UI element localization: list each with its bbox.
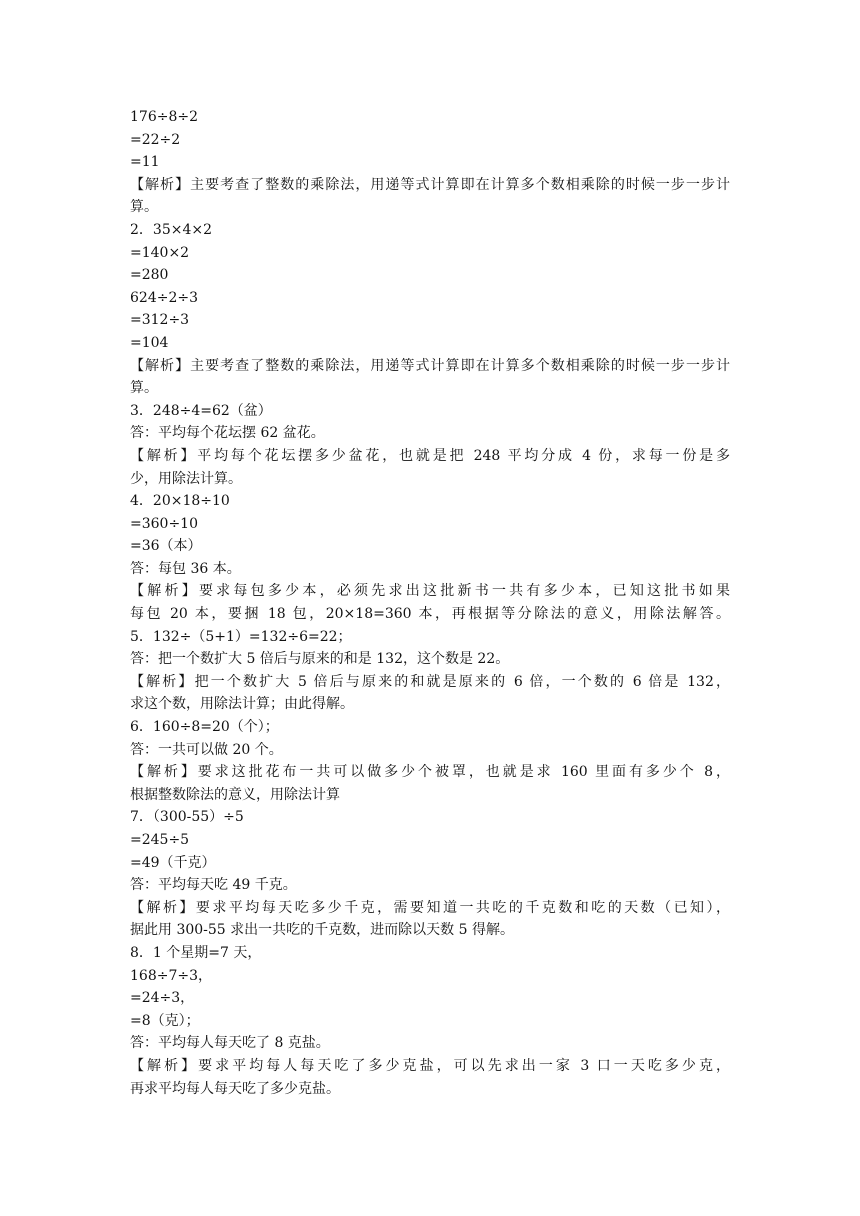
answer-line: 答：把一个数扩大 5 倍后与原来的和是 132，这个数是 22。 <box>130 651 510 668</box>
answer-line: 答：平均每个花坛摆 62 盆花。 <box>130 425 325 442</box>
text-line: 少，用除法计算。 <box>130 470 242 487</box>
text-line: 求这个数，用除法计算；由此得解。 <box>130 696 354 713</box>
text-line: =22÷2 <box>130 131 181 148</box>
text-line: =24÷3， <box>130 990 195 1007</box>
text-line: =11 <box>130 154 160 171</box>
text-line: =245÷5 <box>130 832 190 848</box>
analysis-line: 【解析】要求平均每人每天吃了多少克盐，可以先求出一家 3 口一天吃多少克， <box>130 1057 730 1074</box>
text-line: 624÷2÷3 <box>130 289 198 306</box>
analysis-line: 【解析】要求每包多少本，必须先求出这批新书一共有多少本，已知这批书如果 <box>130 583 730 600</box>
analysis-line: 【解析】平均每个花坛摆多少盆花，也就是把 248 平均分成 4 份，求每一份是多 <box>130 447 730 464</box>
text-line: =49（千克） <box>130 854 216 871</box>
answer-line: 答：每包 36 本。 <box>130 560 241 577</box>
answer-line: 答：一共可以做 20 个。 <box>130 741 283 758</box>
text-line: =140×2 <box>130 244 190 261</box>
question-5-line: 5．132÷（5+1）=132÷6=22； <box>130 628 352 645</box>
text-line: 据此用 300-55 求出一共吃的千克数，进而除以天数 5 得解。 <box>130 922 514 939</box>
analysis-line: 【解析】主要考查了整数的乘除法，用递等式计算即在计算多个数相乘除的时候一步一步计 <box>130 176 730 193</box>
text-line: 再求平均每人每天吃了多少克盐。 <box>130 1080 340 1097</box>
text-line: =360÷10 <box>130 515 198 532</box>
question-7-line: 7．（300-55）÷5 <box>130 809 244 826</box>
question-8-line: 8．1 个星期=7 天， <box>130 944 262 961</box>
text-line: =8（克）； <box>130 1012 200 1029</box>
question-6-line: 6．160÷8=20（个）； <box>130 719 279 736</box>
text-line: 176÷8÷2 <box>130 109 198 125</box>
analysis-line: 【解析】把一个数扩大 5 倍后与原来的和就是原来的 6 倍，一个数的 6 倍是 132， <box>130 673 730 690</box>
text-line: =280 <box>130 267 169 284</box>
text-line: 算。 <box>130 380 158 397</box>
text-line: 每包 20 本，要捆 18 包，20×18=360 本，再根据等分除法的意义，用除法解答。 <box>130 606 730 623</box>
text-line: =312÷3 <box>130 312 190 329</box>
answer-line: 答：平均每天吃 49 千克。 <box>130 877 297 894</box>
question-3-line: 3．248÷4=62（盆） <box>130 402 272 419</box>
analysis-line: 【解析】要求平均每天吃多少千克，需要知道一共吃的千克数和吃的天数（已知）， <box>130 899 730 916</box>
text-line: 算。 <box>130 199 158 216</box>
text-line: 根据整数除法的意义，用除法计算 <box>130 786 340 803</box>
answer-line: 答：平均每人每天吃了 8 克盐。 <box>130 1035 330 1052</box>
analysis-line: 【解析】主要考查了整数的乘除法，用递等式计算即在计算多个数相乘除的时候一步一步计 <box>130 357 730 374</box>
text-line: =104 <box>130 334 169 351</box>
document-page <box>130 106 730 1100</box>
text-line: 168÷7÷3， <box>130 967 212 984</box>
question-4-line: 4．20×18÷10 <box>130 493 230 510</box>
question-2-line: 2．35×4×2 <box>130 221 212 238</box>
analysis-line: 【解析】要求这批花布一共可以做多少个被罩，也就是求 160 里面有多少个 8， <box>130 764 730 781</box>
text-line: =36（本） <box>130 538 202 555</box>
